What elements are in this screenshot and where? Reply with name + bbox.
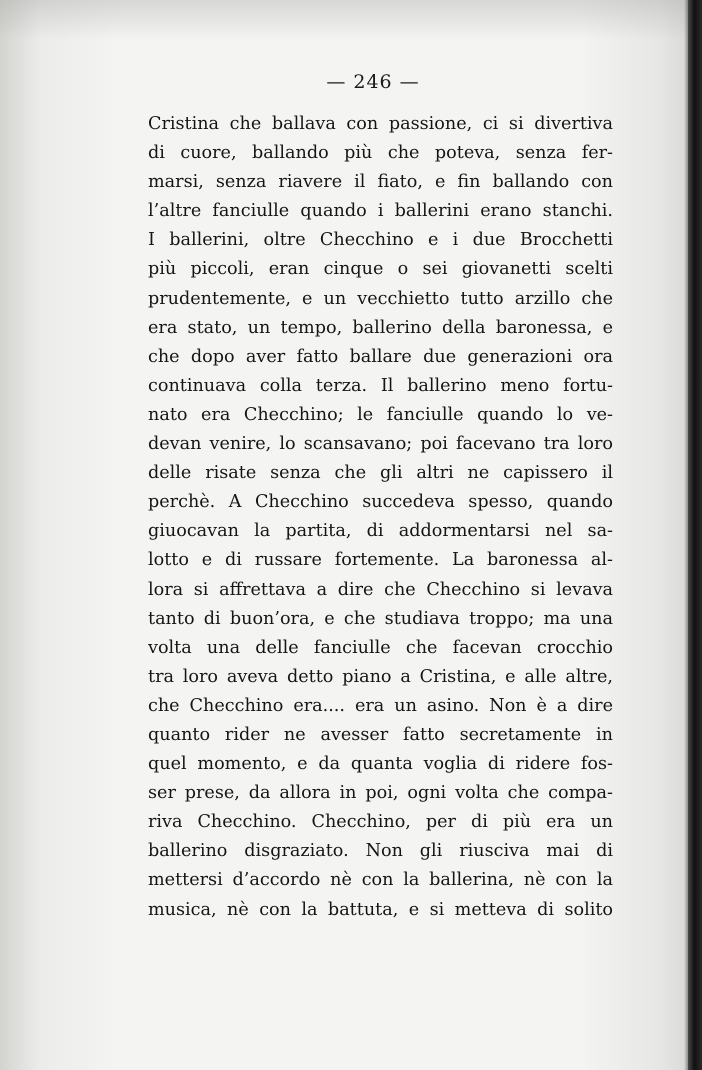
text-line: l’altre fanciulle quando i ballerini erano stanchi. xyxy=(148,201,613,222)
text-line: I ballerini, oltre Checchino e i due Brocchetti xyxy=(148,230,613,251)
text-line: continuava colla terza. Il ballerino meno fortu- xyxy=(148,375,613,396)
text-line: tra loro aveva detto piano a Cristina, e alle altre, xyxy=(148,666,613,687)
text-line: perchè. A Checchino succedeva spesso, quando xyxy=(148,492,613,513)
text-line: giuocavan la partita, di addormentarsi nel sa- xyxy=(148,521,613,542)
text-line: quel momento, e da quanta voglia di ridere fos- xyxy=(148,754,613,775)
text-line: che Checchino era.... era un asino. Non è a dire xyxy=(148,695,613,716)
text-line: devan venire, lo scansavano; poi facevano tra loro xyxy=(148,434,613,455)
text-line: marsi, senza riavere il fiato, e fin ballando con xyxy=(148,172,613,193)
text-line: lotto e di russare fortemente. La baronessa al- xyxy=(148,550,613,571)
body-text xyxy=(148,110,613,925)
text-line: mettersi d’accordo nè con la ballerina, nè con la xyxy=(148,870,613,891)
text-line: tanto di buon’ora, e che studiava troppo; ma una xyxy=(148,608,613,629)
text-line: quanto rider ne avesser fatto secretamente in xyxy=(148,724,613,745)
page-number: — 246 — xyxy=(326,71,420,93)
text-line: riva Checchino. Checchino, per di più era un xyxy=(148,812,613,833)
text-line: lora si affrettava a dire che Checchino si levava xyxy=(148,579,613,600)
text-line: era stato, un tempo, ballerino della baronessa, e xyxy=(148,317,613,338)
text-line: che dopo aver fatto ballare due generazioni ora xyxy=(148,346,613,367)
page-top-shadow xyxy=(0,0,702,40)
text-line: nato era Checchino; le fanciulle quando lo ve- xyxy=(148,404,613,425)
text-line: più piccoli, eran cinque o sei giovanetti scelti xyxy=(148,259,613,280)
text-line: volta una delle fanciulle che facevan crocchio xyxy=(148,637,613,658)
text-line: ballerino disgraziato. Non gli riusciva mai di xyxy=(148,841,613,862)
text-line: musica, nè con la battuta, e si metteva di solito xyxy=(148,899,613,920)
text-line: di cuore, ballando più che poteva, senza fer- xyxy=(148,143,613,164)
text-line: Cristina che ballava con passione, ci si divertiva xyxy=(148,114,613,134)
text-line: delle risate senza che gli altri ne capissero il xyxy=(148,463,613,484)
text-line: prudentemente, e un vecchietto tutto arzillo che xyxy=(148,288,613,309)
text-line: ser prese, da allora in poi, ogni volta che compa- xyxy=(148,783,613,804)
book-spine xyxy=(688,0,702,1070)
